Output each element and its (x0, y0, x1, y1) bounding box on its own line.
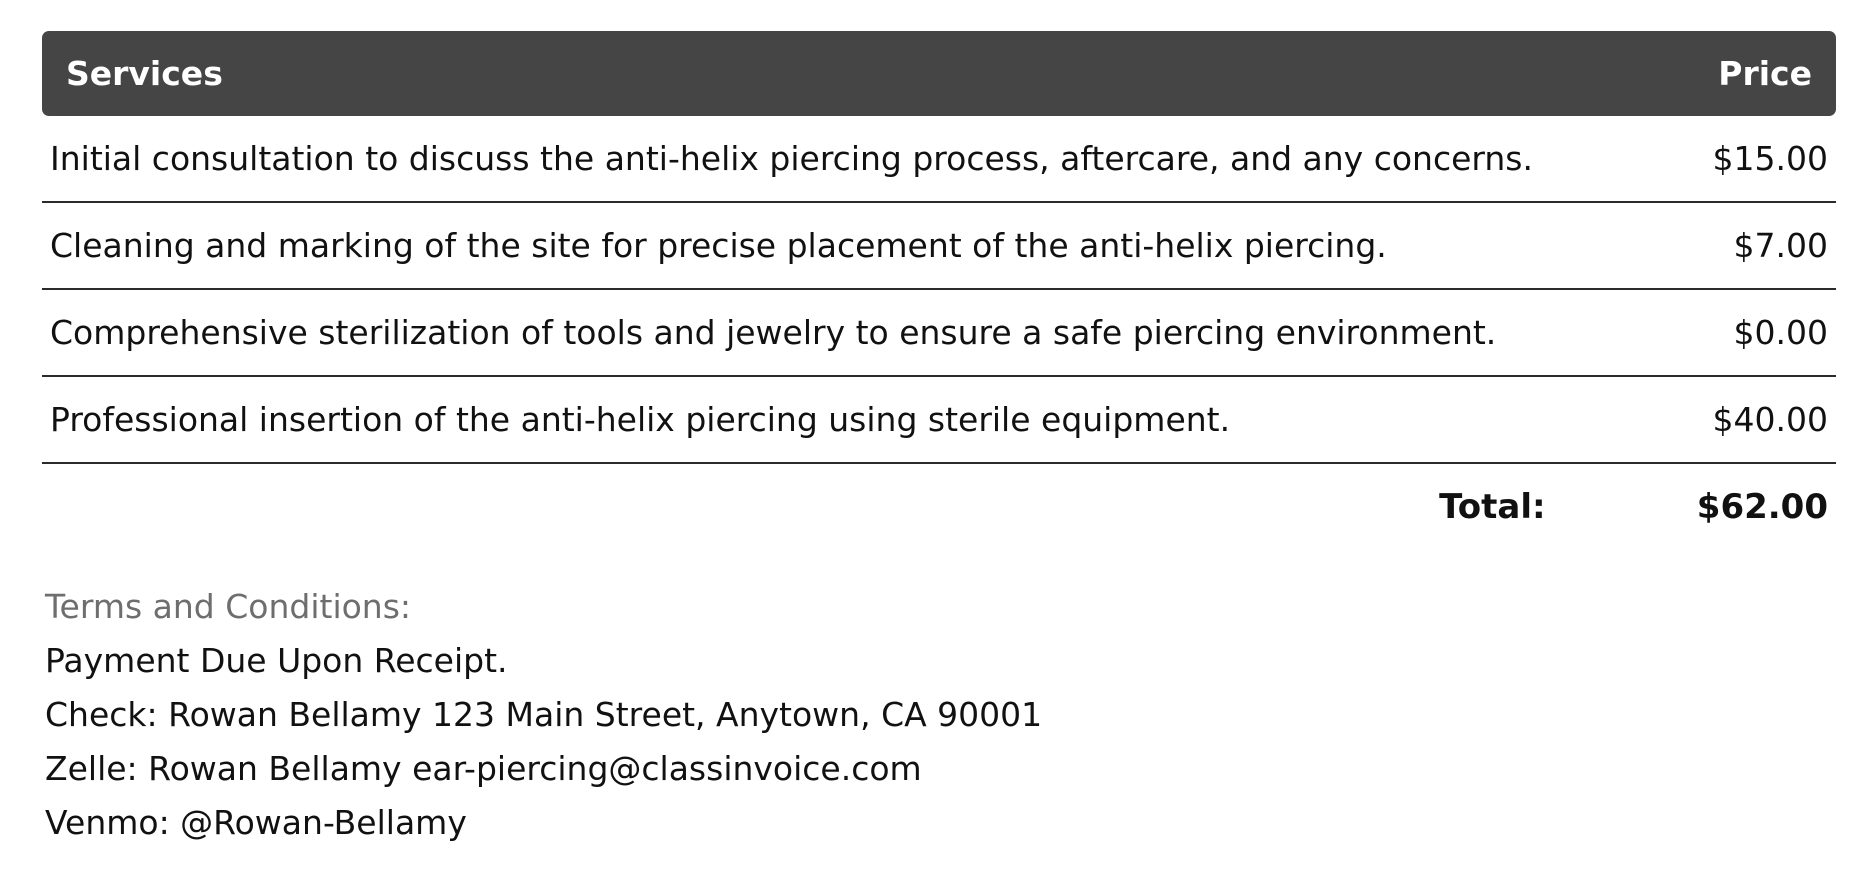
service-description: Cleaning and marking of the site for precise placement of the anti-helix piercing. (42, 202, 1676, 289)
service-description: Professional insertion of the anti-helix piercing using sterile equipment. (42, 376, 1676, 463)
table-row (42, 289, 1836, 376)
services-column-header: Services (42, 31, 1676, 116)
service-price: $0.00 (1676, 289, 1836, 376)
total-label: Total: (1439, 486, 1546, 527)
total-row (42, 463, 1836, 549)
service-price: $40.00 (1676, 376, 1836, 463)
price-column-header: Price (1676, 31, 1836, 116)
terms-section (45, 580, 1825, 850)
total-value: $62.00 (1696, 486, 1828, 527)
venmo-payment-line: Venmo: @Rowan-Bellamy (45, 803, 467, 842)
payment-due-line: Payment Due Upon Receipt. (45, 641, 508, 680)
table-header-row (42, 31, 1836, 116)
service-description: Initial consultation to discuss the anti-helix piercing process, aftercare, and any concerns. (42, 116, 1676, 202)
table-row (42, 376, 1836, 463)
check-payment-line: Check: Rowan Bellamy 123 Main Street, Anytown, CA 90001 (45, 695, 1043, 734)
table-row (42, 202, 1836, 289)
service-price: $7.00 (1676, 202, 1836, 289)
zelle-payment-line: Zelle: Rowan Bellamy ear-piercing@classinvoice.com (45, 749, 922, 788)
services-table (42, 31, 1836, 549)
service-price: $15.00 (1676, 116, 1836, 202)
terms-heading: Terms and Conditions: (45, 587, 412, 626)
table-row (42, 116, 1836, 202)
service-description: Comprehensive sterilization of tools and jewelry to ensure a safe piercing environment. (42, 289, 1676, 376)
